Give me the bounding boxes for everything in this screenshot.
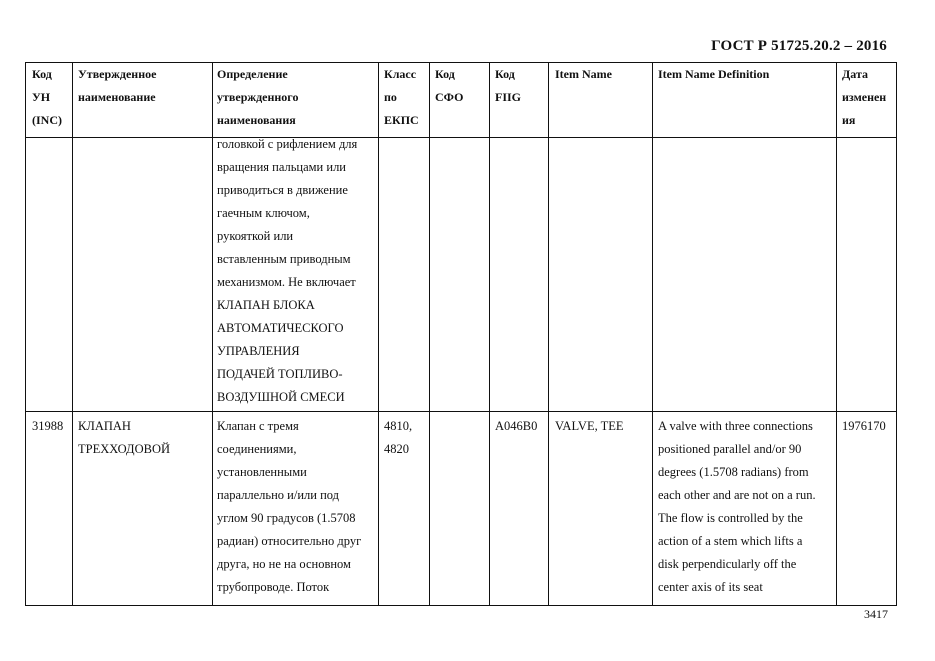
header-divider <box>26 137 896 138</box>
row-date: 1976170 <box>842 419 886 433</box>
col-divider <box>378 63 379 605</box>
row-class: 4810, 4820 <box>384 419 413 456</box>
page-number: 3417 <box>864 607 888 621</box>
col-divider <box>429 63 430 605</box>
row-divider <box>26 411 896 412</box>
header-item-name-definition: Item Name Definition <box>658 67 770 81</box>
col-divider <box>548 63 549 605</box>
col-divider <box>652 63 653 605</box>
standards-table <box>25 62 897 606</box>
header-fiig: Код FIIG <box>495 67 522 104</box>
row-item-name: VALVE, TEE <box>555 419 624 433</box>
header-definition: Определение утвержденного наименования <box>217 67 299 127</box>
header-approved-name: Утвержденное наименование <box>78 67 157 104</box>
header-class: Класс по ЕКПС <box>384 67 419 127</box>
header-inc: Код УН (INC) <box>32 67 62 127</box>
header-sfo: Код СФО <box>435 67 464 104</box>
col-divider <box>836 63 837 605</box>
col-divider <box>72 63 73 605</box>
header-date: Дата изменен ия <box>842 67 887 127</box>
row-definition: Клапан с тремя соединениями, установленными параллельно и/или под углом 90 градусов (1.5708 радиан) относительно друг друга, но не на основном трубопроводе. Поток <box>217 419 362 594</box>
col-divider <box>489 63 490 605</box>
row-item-name-definition: A valve with three connections positioned parallel and/or 90 degrees (1.5708 radians) from each other and are not on a run. The flow is controlled by the action of a stem which lifts a disk perpendicularly off the center axis of its seat <box>658 419 816 594</box>
continuation-definition: головкой с рифлением для вращения пальцами или приводиться в движение гаечным ключом, рукояткой или вставленным приводным механизмом. Не включает КЛАПАН БЛОКА АВТОМАТИЧЕСКОГО УПРАВЛЕНИЯ ПОДАЧЕЙ ТОПЛИВО- ВОЗДУШНОЙ СМЕСИ <box>217 137 358 404</box>
row-approved-name: КЛАПАН ТРЕХХОДОВОЙ <box>78 419 170 456</box>
row-fiig: A046B0 <box>495 419 538 433</box>
row-inc: 31988 <box>32 419 64 433</box>
col-divider <box>212 63 213 605</box>
header-item-name: Item Name <box>555 67 612 81</box>
document-code: ГОСТ Р 51725.20.2 – 2016 <box>711 38 887 54</box>
